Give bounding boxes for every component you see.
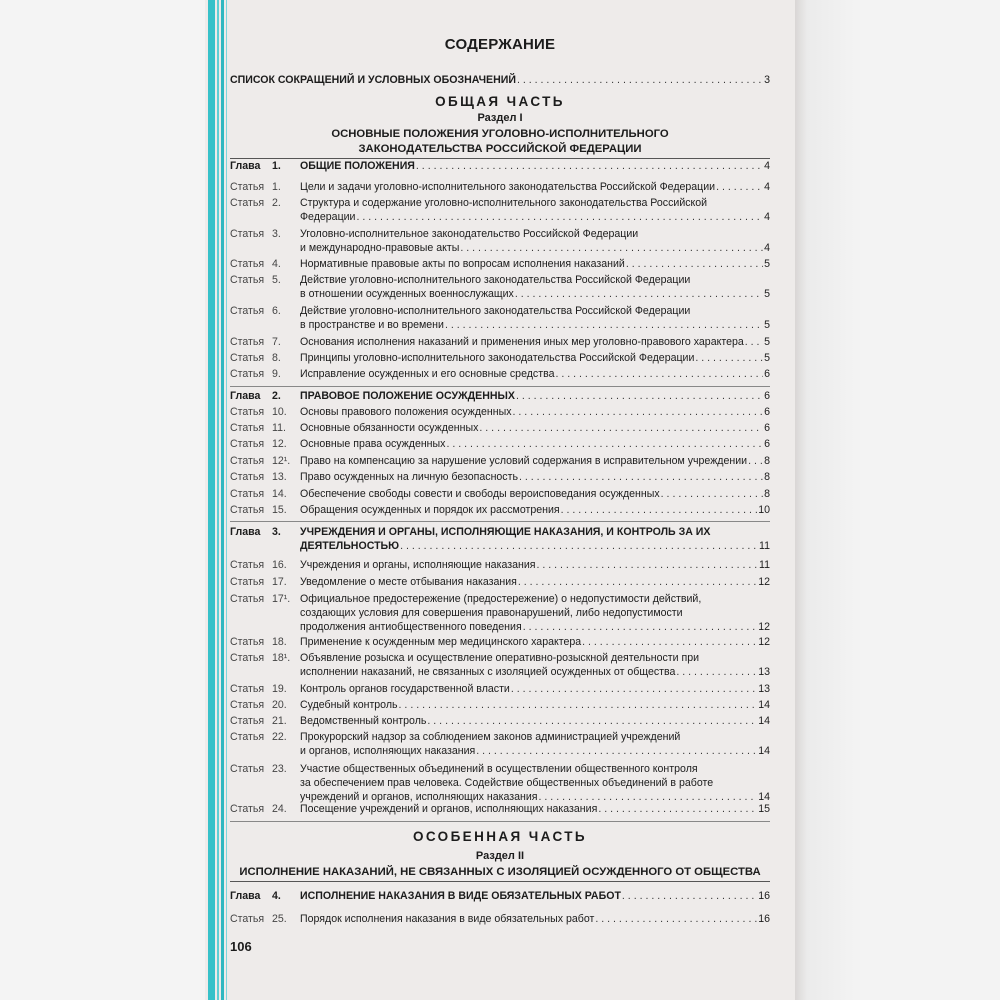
entry-title-line: Обеспечение свободы совести и свободы вероисповедания осужденных — [300, 488, 660, 500]
entry-title — [300, 715, 770, 729]
table-of-contents — [230, 0, 770, 1000]
entry-title — [300, 526, 770, 554]
entry-title — [300, 160, 770, 174]
entry-title — [300, 228, 770, 256]
entry-page: 10 — [758, 504, 770, 516]
entry-label: Статья — [230, 471, 265, 483]
entry-title-line: Исправление осужденных и его основные средства — [300, 368, 555, 380]
entry-number: 4. — [272, 890, 281, 902]
entry-label: Статья — [230, 699, 265, 711]
entry-number: 9. — [272, 368, 281, 380]
entry-page: 16 — [758, 913, 770, 925]
entry-page: 14 — [758, 699, 770, 711]
entry-page: 6 — [764, 368, 770, 380]
entry-title-line: Обращения осужденных и порядок их рассмотрения — [300, 504, 560, 516]
entry-title-line: Право на компенсацию за нарушение условий содержания в исправительном учреждении — [300, 455, 748, 467]
entry-title-line: Право осужденных на личную безопасность — [300, 471, 518, 483]
entry-page: 8 — [764, 471, 770, 483]
entry-page: 14 — [758, 715, 770, 727]
entry-title-line: Ведомственный контроль — [300, 715, 427, 727]
entry-number: 19. — [272, 683, 287, 695]
margin-stripe — [226, 0, 227, 1000]
entry-label: Статья — [230, 406, 265, 418]
dot-leader — [513, 406, 764, 419]
entry-title — [300, 438, 770, 452]
entry-title — [300, 336, 770, 350]
dot-leader — [582, 636, 757, 649]
dot-leader — [399, 699, 758, 712]
entry-page: 6 — [764, 438, 770, 450]
entry-title — [300, 731, 770, 759]
dot-leader — [695, 352, 763, 365]
entry-page: 5 — [764, 318, 770, 331]
entry-title-line: ИСПОЛНЕНИЕ НАКАЗАНИЯ В ВИДЕ ОБЯЗАТЕЛЬНЫХ РАБОТ — [300, 890, 621, 902]
entry-page: 6 — [764, 422, 770, 434]
entry-title — [300, 683, 770, 697]
entry-page: 6 — [764, 406, 770, 418]
entry-page: 4 — [764, 210, 770, 223]
section-divider — [230, 158, 770, 159]
entry-title-line: Уголовно-исполнительное законодательство Российской Федерации — [300, 228, 639, 240]
entry-number: 15. — [272, 504, 287, 516]
entry-page: 12 — [758, 576, 770, 588]
entry-label: Глава — [230, 160, 261, 172]
entry-title-line: Судебный контроль — [300, 699, 398, 711]
chapter-divider — [230, 821, 770, 822]
dot-leader — [518, 576, 757, 589]
part-general-title: ОБЩАЯ ЧАСТЬ — [435, 94, 565, 109]
entry-title — [300, 422, 770, 436]
chapter-divider — [230, 521, 770, 522]
dot-leader — [427, 715, 757, 728]
entry-number: 2. — [272, 390, 281, 402]
entry-page: 13 — [758, 683, 770, 695]
dot-leader — [595, 913, 757, 926]
entry-page: 5 — [764, 258, 770, 270]
entry-number: 11. — [272, 422, 286, 434]
dot-leader — [516, 390, 763, 403]
entry-page: 14 — [758, 744, 770, 757]
entry-number: 1. — [272, 160, 281, 172]
dot-leader — [517, 74, 763, 87]
chapter-divider — [230, 386, 770, 387]
dot-leader — [515, 288, 763, 301]
dot-leader — [561, 504, 758, 517]
entry-number: 13. — [272, 471, 287, 483]
dot-leader — [479, 422, 763, 435]
part-special-title: ОСОБЕННАЯ ЧАСТЬ — [412, 829, 588, 844]
dot-leader — [523, 621, 758, 634]
dot-leader — [676, 666, 757, 679]
entry-title-line: Порядок исполнения наказания в виде обязательных работ — [300, 913, 595, 925]
entry-title-line: Действие уголовно-исполнительного законодательства Российской Федерации — [300, 274, 691, 286]
entry-label: Статья — [230, 488, 265, 500]
section-divider — [230, 881, 770, 882]
entry-page: 12 — [758, 620, 770, 633]
entry-title-line: ДЕЯТЕЛЬНОСТЬЮ — [300, 539, 400, 552]
entry-title — [300, 352, 770, 366]
section-2-label: Раздел II — [475, 850, 525, 862]
entry-title — [300, 471, 770, 485]
dot-leader — [745, 336, 763, 349]
entry-page: 6 — [764, 390, 770, 402]
entry-title — [300, 652, 770, 680]
entry-label: Статья — [230, 455, 265, 467]
margin-stripe — [221, 0, 224, 1000]
page-number: 106 — [230, 939, 252, 954]
dot-leader — [446, 438, 763, 451]
margin-stripe — [208, 0, 215, 1000]
entry-number: 3. — [272, 228, 281, 240]
entry-title-line: Цели и задачи уголовно-исполнительного законодательства Российской Федерации — [300, 181, 716, 193]
entry-title-line: и органов, исполняющих наказания — [300, 744, 476, 757]
entry-page: 5 — [764, 287, 770, 300]
dot-leader — [626, 258, 763, 271]
dot-leader — [400, 540, 758, 553]
entry-label: Статья — [230, 197, 265, 209]
dot-leader — [661, 488, 763, 501]
dot-leader — [356, 211, 763, 224]
entry-number: 10. — [272, 406, 287, 418]
entry-label: Статья — [230, 636, 265, 648]
entry-label: Статья — [230, 913, 265, 925]
section-1-label: Раздел I — [477, 112, 523, 124]
entry-title-line: Прокурорский надзор за соблюдением законов администрацией учреждений — [300, 731, 681, 743]
entry-page: 8 — [764, 488, 770, 500]
entry-title-line: за обеспечением прав человека. Содействие общественных объединений в работе — [300, 776, 714, 789]
entry-label: Статья — [230, 352, 265, 364]
entry-title — [300, 699, 770, 713]
entry-page: 13 — [758, 665, 770, 678]
entry-title-line: Участие общественных объединений в осуществлении общественного контроля — [300, 763, 698, 775]
entry-title — [300, 504, 770, 518]
entry-label: Статья — [230, 258, 265, 270]
entry-title — [300, 636, 770, 650]
entry-label: Статья — [230, 731, 265, 743]
section-1-title-line-2: ЗАКОНОДАТЕЛЬСТВА РОССИЙСКОЙ ФЕДЕРАЦИИ — [358, 143, 642, 155]
entry-label: Статья — [230, 593, 265, 605]
entry-page: 8 — [764, 455, 770, 467]
entry-title-line: и международно-правовые акты — [300, 241, 460, 254]
entry-number: 6. — [272, 305, 281, 317]
entry-label: Статья — [230, 228, 265, 240]
left-margin — [0, 0, 205, 1000]
abbreviations-title: СПИСОК СОКРАЩЕНИЙ И УСЛОВНЫХ ОБОЗНАЧЕНИЙ — [230, 74, 516, 86]
entry-title — [300, 890, 770, 904]
entry-page: 12 — [758, 636, 770, 648]
entry-number: 5. — [272, 274, 281, 286]
entry-label: Статья — [230, 336, 265, 348]
entry-page: 15 — [758, 803, 770, 815]
entry-label: Статья — [230, 181, 265, 193]
entry-title-line: Посещение учреждений и органов, исполняющих наказания — [300, 803, 598, 815]
entry-label: Статья — [230, 504, 265, 516]
entry-number: 12. — [272, 438, 287, 450]
entry-label: Статья — [230, 274, 265, 286]
entry-label: Статья — [230, 305, 265, 317]
dot-leader — [716, 181, 763, 194]
entry-title-line: Основания исполнения наказаний и применения иных мер уголовно-правового характера — [300, 336, 744, 348]
entry-title — [300, 488, 770, 502]
entry-title-line: Принципы уголовно-исполнительного законодательства Российской Федерации — [300, 352, 695, 364]
entry-title — [300, 913, 770, 927]
entry-title-line: Действие уголовно-исполнительного законодательства Российской Федерации — [300, 305, 691, 317]
entry-label: Статья — [230, 652, 265, 664]
entry-page: 4 — [764, 160, 770, 172]
entry-title-line: Основные обязанности осужденных — [300, 422, 479, 434]
entry-number: 18. — [272, 636, 287, 648]
entry-title-line: ОБЩИЕ ПОЛОЖЕНИЯ — [300, 160, 415, 172]
entry-number: 17. — [272, 576, 287, 588]
dot-leader — [748, 455, 763, 468]
entry-page: 5 — [764, 336, 770, 348]
entry-title-line: Структура и содержание уголовно-исполнительного законодательства Российской — [300, 197, 708, 209]
entry-label: Статья — [230, 803, 265, 815]
entry-title-line: ПРАВОВОЕ ПОЛОЖЕНИЕ ОСУЖДЕННЫХ — [300, 390, 515, 402]
dot-leader — [460, 242, 763, 255]
entry-title-line: Уведомление о месте отбывания наказания — [300, 576, 517, 588]
entry-number: 25. — [272, 913, 287, 925]
dot-leader — [416, 160, 763, 173]
entry-title-line: продолжения антиобщественного поведения — [300, 620, 522, 633]
entry-page: 16 — [758, 890, 770, 902]
entry-title — [300, 593, 770, 634]
entry-number: 24. — [272, 803, 287, 815]
entry-title-line: Нормативные правовые акты по вопросам исполнения наказаний — [300, 258, 625, 270]
entry-title-line: в пространстве и во времени — [300, 318, 444, 331]
entry-title — [300, 368, 770, 382]
entry-number: 23. — [272, 763, 287, 775]
entry-label: Статья — [230, 559, 265, 571]
entry-title-line: Применение к осужденным мер медицинского характера — [300, 636, 582, 648]
entry-number: 12¹. — [272, 455, 291, 467]
abbreviations-page: 3 — [764, 74, 770, 86]
entry-title — [300, 455, 770, 469]
dot-leader — [445, 319, 763, 332]
entry-page: 11 — [759, 559, 770, 571]
entry-number: 17¹. — [272, 593, 291, 605]
entry-title-line: Основы правового положения осужденных — [300, 406, 512, 418]
entry-number: 14. — [272, 488, 287, 500]
entry-title-line: Официальное предостережение (предостережение) о недопустимости действий, — [300, 593, 702, 605]
entry-title-line: Федерации — [300, 210, 356, 223]
entry-label: Статья — [230, 683, 265, 695]
dot-leader — [511, 683, 757, 696]
dot-leader — [476, 745, 757, 758]
entry-title — [300, 803, 770, 817]
entry-title-line: Контроль органов государственной власти — [300, 683, 510, 695]
dot-leader — [555, 368, 763, 381]
entry-number: 4. — [272, 258, 281, 270]
entry-number: 2. — [272, 197, 281, 209]
entry-label: Глава — [230, 526, 261, 538]
entry-label: Статья — [230, 763, 265, 775]
entry-number: 16. — [272, 559, 287, 571]
entry-number: 3. — [272, 526, 281, 538]
entry-title-line: создающих условия для совершения правонарушений, либо недопустимости — [300, 606, 683, 619]
margin-stripe — [217, 0, 219, 1000]
entry-title — [300, 763, 770, 804]
dot-leader — [622, 890, 757, 903]
dot-leader — [536, 559, 758, 572]
entry-page: 4 — [764, 181, 770, 193]
entry-number: 18¹. — [272, 652, 291, 664]
page-title: СОДЕРЖАНИЕ — [444, 36, 556, 53]
dot-leader — [598, 803, 757, 816]
entry-number: 22. — [272, 731, 287, 743]
entry-title — [300, 274, 770, 302]
entry-number: 20. — [272, 699, 287, 711]
entry-title — [300, 576, 770, 590]
dot-leader — [539, 791, 758, 804]
entry-number: 1. — [272, 181, 281, 193]
entry-title — [300, 258, 770, 272]
entry-title-line: исполнении наказаний, не связанных с изоляцией осужденных от общества — [300, 665, 676, 678]
section-1-title-line-1: ОСНОВНЫЕ ПОЛОЖЕНИЯ УГОЛОВНО-ИСПОЛНИТЕЛЬНОГО — [331, 128, 669, 140]
entry-page: 4 — [764, 241, 770, 254]
abbreviations-entry[interactable] — [230, 74, 770, 88]
entry-title — [300, 181, 770, 195]
section-2-title: ИСПОЛНЕНИЕ НАКАЗАНИЙ, НЕ СВЯЗАННЫХ С ИЗОЛЯЦИЕЙ ОСУЖДЕННОГО ОТ ОБЩЕСТВА — [239, 866, 761, 878]
entry-label: Глава — [230, 390, 261, 402]
entry-label: Статья — [230, 715, 265, 727]
entry-title-line: Учреждения и органы, исполняющие наказания — [300, 559, 536, 571]
entry-title-line: в отношении осужденных военнослужащих — [300, 287, 514, 300]
entry-title-line: учреждений и органов, исполняющих наказания — [300, 790, 538, 803]
entry-title — [300, 559, 770, 573]
entry-title — [300, 197, 770, 225]
entry-label: Статья — [230, 576, 265, 588]
entry-title — [300, 406, 770, 420]
page-gutter-shadow — [795, 0, 1000, 1000]
entry-number: 8. — [272, 352, 281, 364]
dot-leader — [519, 471, 763, 484]
entry-title — [300, 390, 770, 404]
entry-number: 7. — [272, 336, 281, 348]
entry-page: 14 — [758, 790, 770, 803]
entry-page: 5 — [764, 352, 770, 364]
entry-label: Статья — [230, 438, 265, 450]
entry-page: 11 — [759, 539, 770, 552]
entry-label: Статья — [230, 368, 265, 380]
entry-label: Статья — [230, 422, 265, 434]
entry-label: Глава — [230, 890, 261, 902]
entry-title-line: УЧРЕЖДЕНИЯ И ОРГАНЫ, ИСПОЛНЯЮЩИЕ НАКАЗАНИЯ, И КОНТРОЛЬ ЗА ИХ — [300, 526, 711, 538]
entry-title — [300, 305, 770, 333]
entry-title-line: Основные права осужденных — [300, 438, 446, 450]
entry-title-line: Объявление розыска и осуществление оперативно-розыскной деятельности при — [300, 652, 700, 664]
entry-number: 21. — [272, 715, 287, 727]
